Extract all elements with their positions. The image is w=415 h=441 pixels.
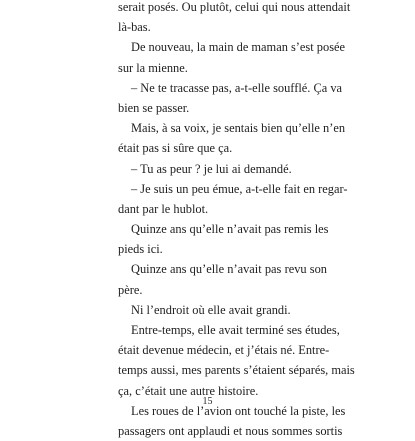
text-line: serait posés. Ou plutôt, celui qui nous attendait: [118, 0, 351, 14]
text-line: Entre-temps, elle avait terminé ses études,: [131, 323, 340, 337]
text-line: dant par le hublot.: [118, 201, 209, 216]
text-line: temps aussi, mes parents s’étaient séparés, mais: [118, 363, 355, 378]
text-line: Les roues de l’avion ont touché la piste, les: [131, 403, 346, 418]
text-line: était pas si sûre que ça.: [118, 141, 233, 156]
text-line: De nouveau, la main de maman s’est posée: [131, 40, 346, 55]
text-line: pieds ici.: [118, 242, 163, 257]
text-line: ça, c’était une autre histoire.: [118, 383, 259, 398]
text-line: passagers ont applaudi et nous sommes sortis: [118, 423, 343, 438]
text-line: – Tu as peur ? je lui ai demandé.: [131, 161, 292, 176]
text-line: Quinze ans qu’elle n’avait pas revu son: [131, 262, 327, 277]
text-line: là-bas.: [118, 20, 151, 35]
text-line: Ni l’endroit où elle avait grandi.: [131, 302, 291, 317]
body-text: [118, 0, 355, 441]
text-line: bien se passer.: [118, 100, 190, 115]
text-line: – Je suis un peu émue, a-t-elle fait en regar-: [131, 181, 348, 196]
text-line: père.: [118, 282, 143, 297]
text-line: Quinze ans qu’elle n’avait pas remis les: [131, 222, 329, 237]
page-number: 15: [202, 396, 213, 407]
text-line: – Ne te tracasse pas, a-t-elle soufflé. Ça va: [131, 80, 343, 95]
text-line: Mais, à sa voix, je sentais bien qu’elle n’en: [131, 121, 346, 136]
text-line: était devenue médecin, et j’étais né. Entre-: [118, 343, 330, 358]
text-line: sur la mienne.: [118, 60, 188, 75]
